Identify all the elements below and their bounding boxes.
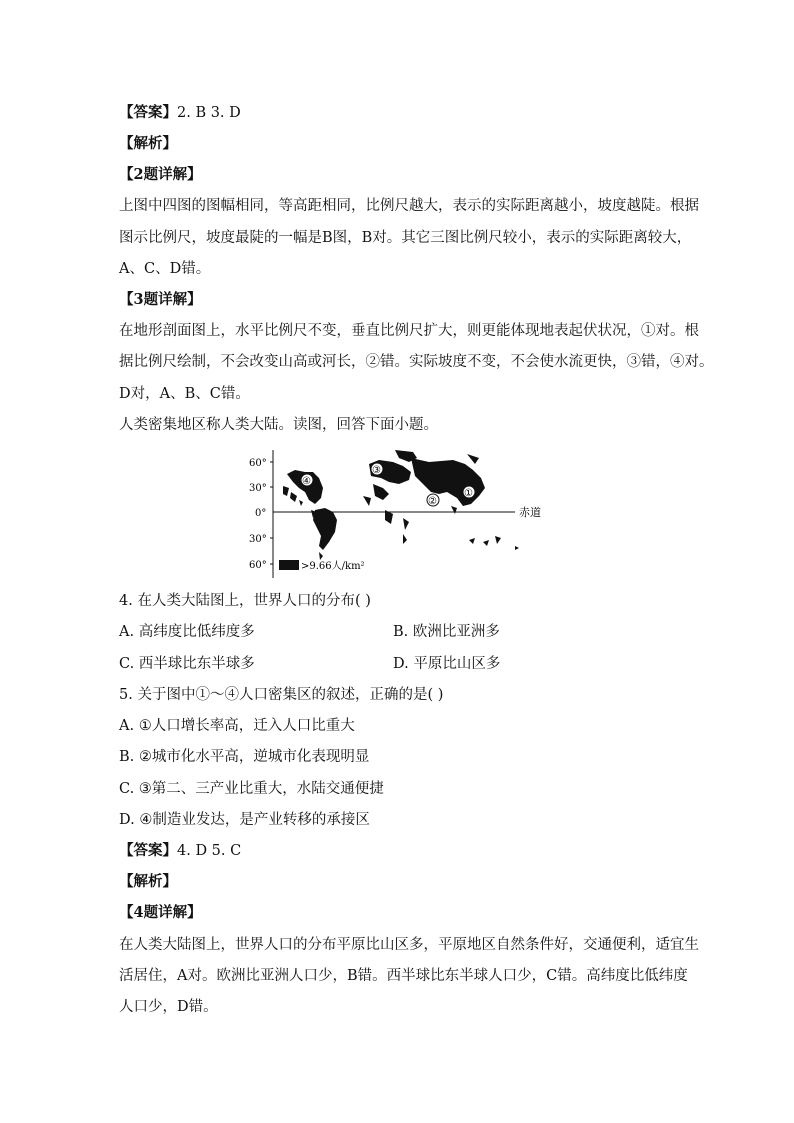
answer-tag: 【答案】 [119,842,177,859]
asia-dense-areas [411,454,485,514]
answer-tag: 【答案】 [119,104,177,121]
q4-detail-line: 在人类大陆图上，世界人口的分布平原比山区多，平原地区自然条件好，交通便利，适宜生 [119,937,699,953]
legend-label: >9.66人/km² [301,561,365,572]
q5-option-c: C. ③第二、三产业比重大，水陆交通便捷 [119,781,384,797]
q5-option-d: D. ④制造业发达，是产业转移的承接区 [119,812,370,828]
equator-label: 赤道 [519,506,541,519]
q5-option-b: B. ②城市化水平高，逆城市化表现明显 [119,749,370,765]
lat-label: 60° [249,458,267,469]
lat-label: 60° [249,560,267,571]
lat-label: 0° [255,508,267,519]
q4-option-d: D. 平原比山区多 [393,656,501,672]
oceania-dense-areas [469,536,519,550]
legend-swatch [279,560,299,570]
intro-text: 人类密集地区称人类大陆。读图，回答下面小题。 [119,417,438,433]
q4-option-a: A. 高纬度比低纬度多 [119,624,255,640]
south-america-dense-areas [313,508,337,560]
q2-detail-heading: 【2题详解】 [119,166,202,183]
answer-line-4-5 [119,841,241,861]
answer-line-2-3 [119,103,241,123]
region-label-2: ② [428,496,437,507]
q4-option-b: B. 欧洲比亚洲多 [393,624,500,640]
answer-text: 4. D 5. C [177,843,242,859]
q4-option-c: C. 西半球比东半球多 [119,656,255,672]
analysis-heading: 【解析】 [119,135,177,152]
population-density-map [243,448,543,580]
q4-detail-line: 人口少，D错。 [119,999,218,1015]
q4-detail-line: 活居住，A对。欧洲比亚洲人口少，B错。西半球比东半球人口少，C错。高纬度比低纬度 [119,968,688,984]
q4-detail-heading: 【4题详解】 [119,904,202,921]
q5-stem: 5. 关于图中①～④人口密集区的叙述，正确的是( ) [119,687,444,703]
q4-stem: 4. 在人类大陆图上，世界人口的分布( ) [119,593,371,609]
q5-option-a: A. ①人口增长率高，迁入人口比重大 [119,718,355,734]
region-label-3: ③ [372,465,381,476]
lat-label: 30° [249,534,267,545]
q2-detail-line: A、C、D错。 [119,261,211,277]
answer-text: 2. B 3. D [177,105,241,121]
q3-detail-line: 据比例尺绘制，不会改变山高或河长，②错。实际坡度不变，不会使水流更快，③错，④对。 [119,354,714,370]
q2-detail-line: 上图中四图的图幅相同，等高距相同，比例尺越大，表示的实际距离越小，坡度越陡。根据 [119,198,699,214]
q2-detail-line: 图示比例尺，坡度最陡的一幅是B图，B对。其它三图比例尺较小，表示的实际距离较大， [119,230,692,246]
q3-detail-heading: 【3题详解】 [119,291,202,308]
lat-label: 30° [249,483,267,494]
analysis-heading: 【解析】 [119,873,177,890]
region-label-1: ① [464,488,473,499]
q3-detail-line: D对，A、B、C错。 [119,386,250,402]
q3-detail-line: 在地形剖面图上，水平比例尺不变，垂直比例尺扩大，则更能体现地表起伏状况，①对。根 [119,323,699,339]
region-label-4: ④ [302,476,311,487]
